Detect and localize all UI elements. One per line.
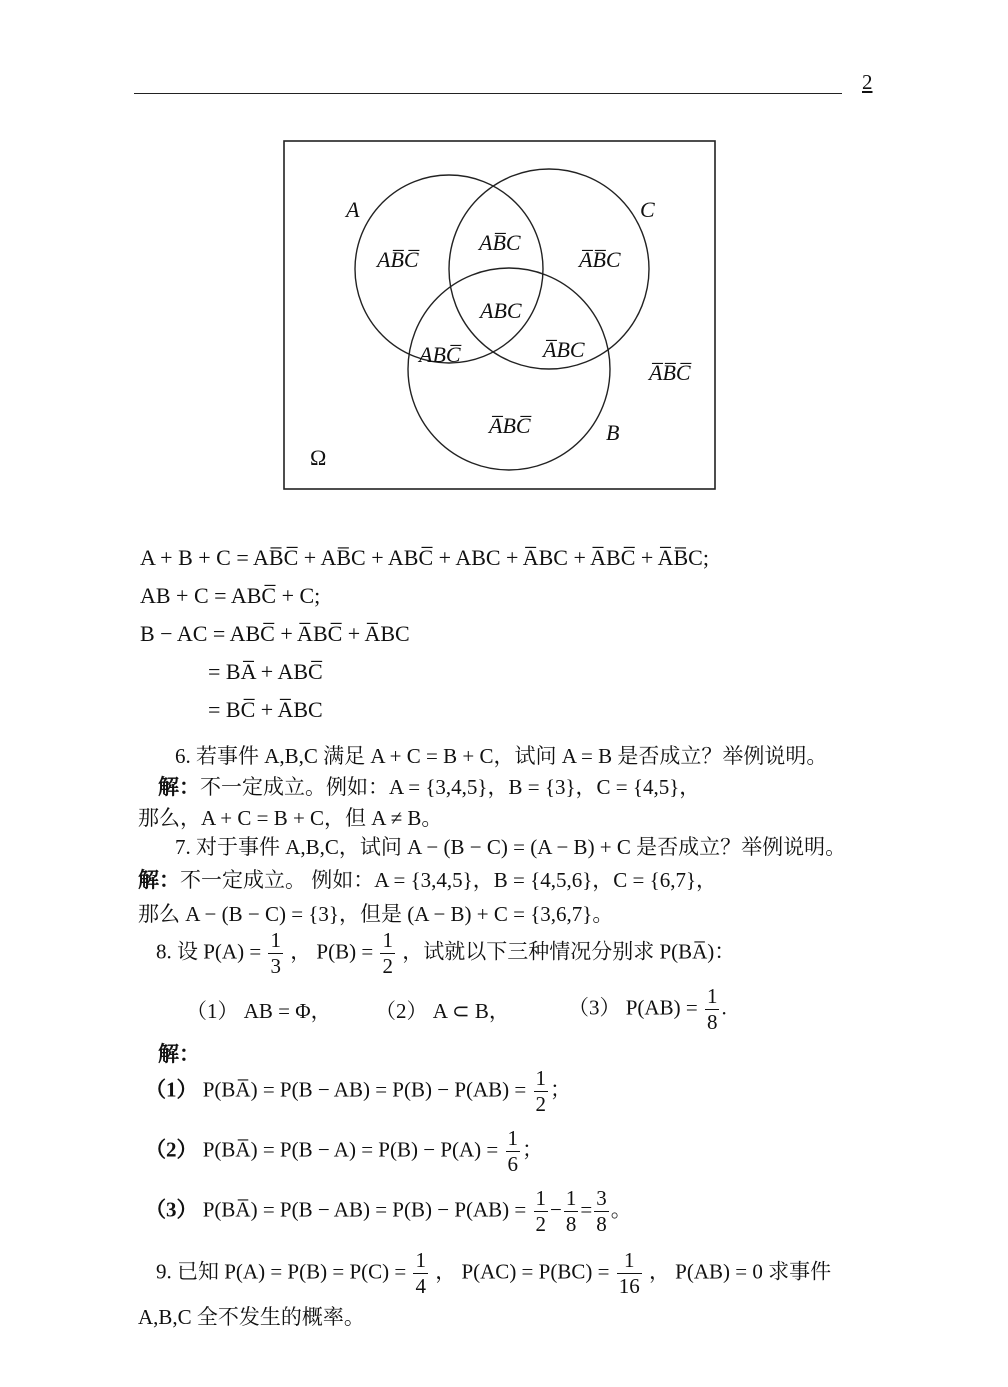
q9-question-line2: A,B,C 全不发生的概率。 bbox=[138, 1305, 365, 1329]
region-ab-only: ABC̅ bbox=[419, 342, 461, 367]
q9-question bbox=[156, 1250, 831, 1297]
q6-answer-line1: 不一定成立。例如：A = {3,4,5}，B = {3}，C = {4,5}， bbox=[200, 775, 701, 799]
q8-sol2-fraction: $\frac{1}{6}$ bbox=[507, 1126, 518, 1176]
q8-pa-fraction: $\frac{1}{3}$ bbox=[270, 928, 281, 978]
q6-answer-line2: 那么，A + C = B + C，但 A ≠ B。 bbox=[138, 806, 443, 830]
region-c-only: A̅B̅C bbox=[579, 247, 621, 272]
q9-mid: ， P(AC) = P(BC) = bbox=[435, 1259, 610, 1284]
region-ac-only: AB̅C bbox=[479, 230, 521, 255]
q9-fraction-1: $\frac{1}{4}$ bbox=[415, 1248, 426, 1298]
label-omega: Ω bbox=[310, 445, 327, 470]
region-none: A̅B̅C̅ bbox=[649, 360, 691, 385]
q8-sol2-expr: P(BA̅) = P(B − A) = P(B) − P(A) = bbox=[202, 1137, 499, 1162]
q8-solution-1 bbox=[145, 1068, 571, 1115]
q8-case2: （2） A ⊂ B， bbox=[375, 999, 510, 1023]
q8-sol3-eq: = bbox=[580, 1197, 593, 1222]
q8-prefix: 8. 设 P(A) = bbox=[156, 939, 262, 964]
q8-sol3-label: （3） bbox=[145, 1197, 198, 1222]
q7-answer-line1: 不一定成立。 例如：A = {3,4,5}，B = {4,5,6}，C = {6,7}， bbox=[180, 868, 718, 892]
q8-sol3-end: 。 bbox=[610, 1197, 632, 1222]
label-b: B bbox=[606, 420, 620, 445]
equation-b-minus-ac-step3: = BC̅ + A̅BC bbox=[208, 697, 323, 722]
q6-answer bbox=[158, 771, 700, 801]
q8-sol3-expr: P(BA̅) = P(B − AB) = P(B) − P(AB) = bbox=[202, 1197, 527, 1222]
q8-question bbox=[156, 930, 735, 977]
q7-answer-label: 解： bbox=[138, 868, 180, 892]
equation-b-minus-ac: B − AC = ABC̅ + A̅BC̅ + A̅BC bbox=[140, 621, 410, 646]
q7-answer-line2: 那么 A − (B − C) = {3}，但是 (A − B) + C = {3,6,7}。 bbox=[138, 902, 614, 926]
q8-sol2-end: ； bbox=[522, 1137, 543, 1162]
q8-case3 bbox=[568, 986, 727, 1033]
q8-case3-suffix: . bbox=[721, 995, 727, 1020]
q9-fraction-2: $\frac{1}{16}$ bbox=[618, 1248, 640, 1298]
q8-pb-fraction: $\frac{1}{2}$ bbox=[382, 928, 393, 978]
q8-sol1-end: ； bbox=[550, 1077, 572, 1102]
header-rule bbox=[134, 93, 842, 94]
region-bc-only: A̅BC bbox=[543, 337, 585, 362]
q8-sol3-fraction-2: $\frac{1}{8}$ bbox=[565, 1186, 577, 1236]
q8-sol2-label: （2） bbox=[145, 1137, 198, 1162]
q8-sol1-fraction: $\frac{1}{2}$ bbox=[535, 1066, 547, 1116]
equation-b-minus-ac-step2: = BA̅ + ABC̅ bbox=[208, 659, 323, 684]
q8-case3-fraction: $\frac{1}{8}$ bbox=[706, 984, 718, 1034]
q8-sol3-fraction-1: $\frac{1}{2}$ bbox=[535, 1186, 547, 1236]
q6-question: 6. 若事件 A,B,C 满足 A + C = B + C，试问 A = B 是否成立？举例说明。 bbox=[175, 744, 828, 768]
q8-sol1-label: （1） bbox=[145, 1077, 198, 1102]
q7-answer bbox=[138, 864, 717, 894]
q8-suffix: ，试就以下三种情况分别求 P(BA̅)： bbox=[402, 939, 736, 964]
q7-question: 7. 对于事件 A,B,C，试问 A − (B − C) = (A − B) + C 是否成立？举例说明。 bbox=[175, 835, 847, 859]
q8-mid: ， P(B) = bbox=[290, 939, 374, 964]
page-number: 2 bbox=[862, 70, 873, 94]
q8-sol3-minus: − bbox=[550, 1197, 562, 1222]
q8-case3-prefix: （3） P(AB) = bbox=[568, 995, 698, 1020]
q8-answer-label: 解： bbox=[158, 1042, 200, 1066]
q9-prefix: 9. 已知 P(A) = P(B) = P(C) = bbox=[156, 1259, 407, 1284]
region-abc: ABC bbox=[480, 298, 522, 323]
label-c: C bbox=[640, 197, 655, 222]
equation-union: A + B + C = AB̅C̅ + AB̅C + ABC̅ + ABC + A̅BC + A̅BC̅ + A̅B̅C; bbox=[140, 545, 709, 570]
q8-case1: （1） AB = Φ， bbox=[186, 999, 332, 1023]
venn-diagram bbox=[283, 140, 717, 491]
q8-solution-2 bbox=[145, 1128, 543, 1175]
region-a-only: AB̅C̅ bbox=[377, 247, 419, 272]
q8-solution-3 bbox=[145, 1188, 632, 1235]
equation-ab-plus-c: AB + C = ABC̅ + C; bbox=[140, 583, 321, 608]
label-a: A bbox=[346, 197, 360, 222]
q8-sol1-expr: P(BA̅) = P(B − AB) = P(B) − P(AB) = bbox=[202, 1077, 527, 1102]
q8-sol3-fraction-3: $\frac{3}{8}$ bbox=[596, 1186, 607, 1236]
q9-suffix: ， P(AB) = 0 求事件 bbox=[648, 1259, 832, 1284]
q6-answer-label: 解： bbox=[158, 775, 200, 799]
region-b-only: A̅BC̅ bbox=[489, 413, 531, 438]
